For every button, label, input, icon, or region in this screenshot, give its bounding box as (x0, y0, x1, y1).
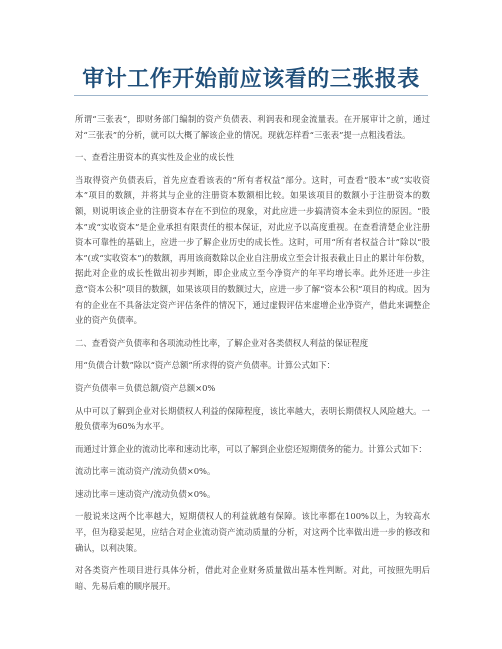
body-paragraph: 而通过计算企业的流动比率和速动比率，可以了解到企业偿还短期债务的能力。计算公式如下： (75, 443, 427, 454)
body-paragraph: 对各类资产性项目进行具体分析，借此对企业财务质量做出基本性判断。对此，可按照先明后暗、先易后难的顺序展开。 (75, 565, 430, 591)
title-divider (74, 95, 428, 96)
body-paragraph: 一般说来这两个比率越大，短期债权人的利益就越有保障。该比率都在100%以上，为较高水平，但为稳妥起见，应结合对企业流动资产流动质量的分析，对这两个比率做出进一步的修改和确认，以利决策。 (75, 511, 430, 553)
body-paragraph: 从中可以了解到企业对长期债权人利益的保障程度，该比率越大，表明长期债权人风险越大。一般负债率为60%为水平。 (75, 405, 430, 432)
section-heading-1: 一、查看注册资本的真实性及企业的成长性 (75, 152, 235, 163)
intro-paragraph: 所谓“三张表”，即财务部门编制的资产负债表、利润表和现金流量表。在开展审计之前，通过对“三张表”的分析，就可以大概了解该企业的情况。现就怎样看“三张表”提一点粗浅看法。 (75, 114, 430, 140)
document-title: 审计工作开始前应该看的三张报表 (82, 67, 420, 92)
section-heading-2: 二、查看资产负债率和各项流动性比率，了解企业对各类债权人利益的保证程度 (75, 337, 369, 348)
formula-debt-ratio: 资产负债率＝负债总额/资产总额×0% (75, 382, 216, 393)
formula-current-ratio: 流动比率＝流动资产/流动负债×0%。 (75, 466, 216, 477)
formula-quick-ratio: 速动比率＝速动资产/流动负债×0%。 (75, 488, 216, 499)
body-paragraph: 当取得资产负债表后，首先应查看该表的“所有者权益”部分。这时，可查看“股本”或“实收资本”项目的数额，并将其与企业的注册资本数额相比较。如果该项目的数额小于注册资本的数额，则说明该企业的注册资本存在不到位的现象，对此应进一步搞清资本金未到位的原因。“股本”或“实收资本”是企业承担有限责任的根本保证，对此应予以高度重视。在查看清楚企业注册资本可靠性的基础上，应进一步了解企业历史的成长性。这时，可用“所有者权益合计”除以“股本”(或“实收资本”)的数额，再用该商数除以企业自注册成立至会计报表截止日止的累计年份数，据此对企业的成长性做出初步判断，即企业成立至今净资产的年平均增长率。此外还进一步注意“资本公积”项目的数额，如果该项目的数额过大，应进一步了解“资本公积”项目的构成。因为有的企业在不具备法定资产评估条件的情况下，通过虚假评估来虚增企业净资产，借此来调整企业的资产负债率。 (75, 174, 430, 326)
body-paragraph: 用“负债合计数”除以“资产总额”所求得的资产负债率。计算公式如下： (75, 360, 335, 371)
document-body (75, 112, 430, 601)
